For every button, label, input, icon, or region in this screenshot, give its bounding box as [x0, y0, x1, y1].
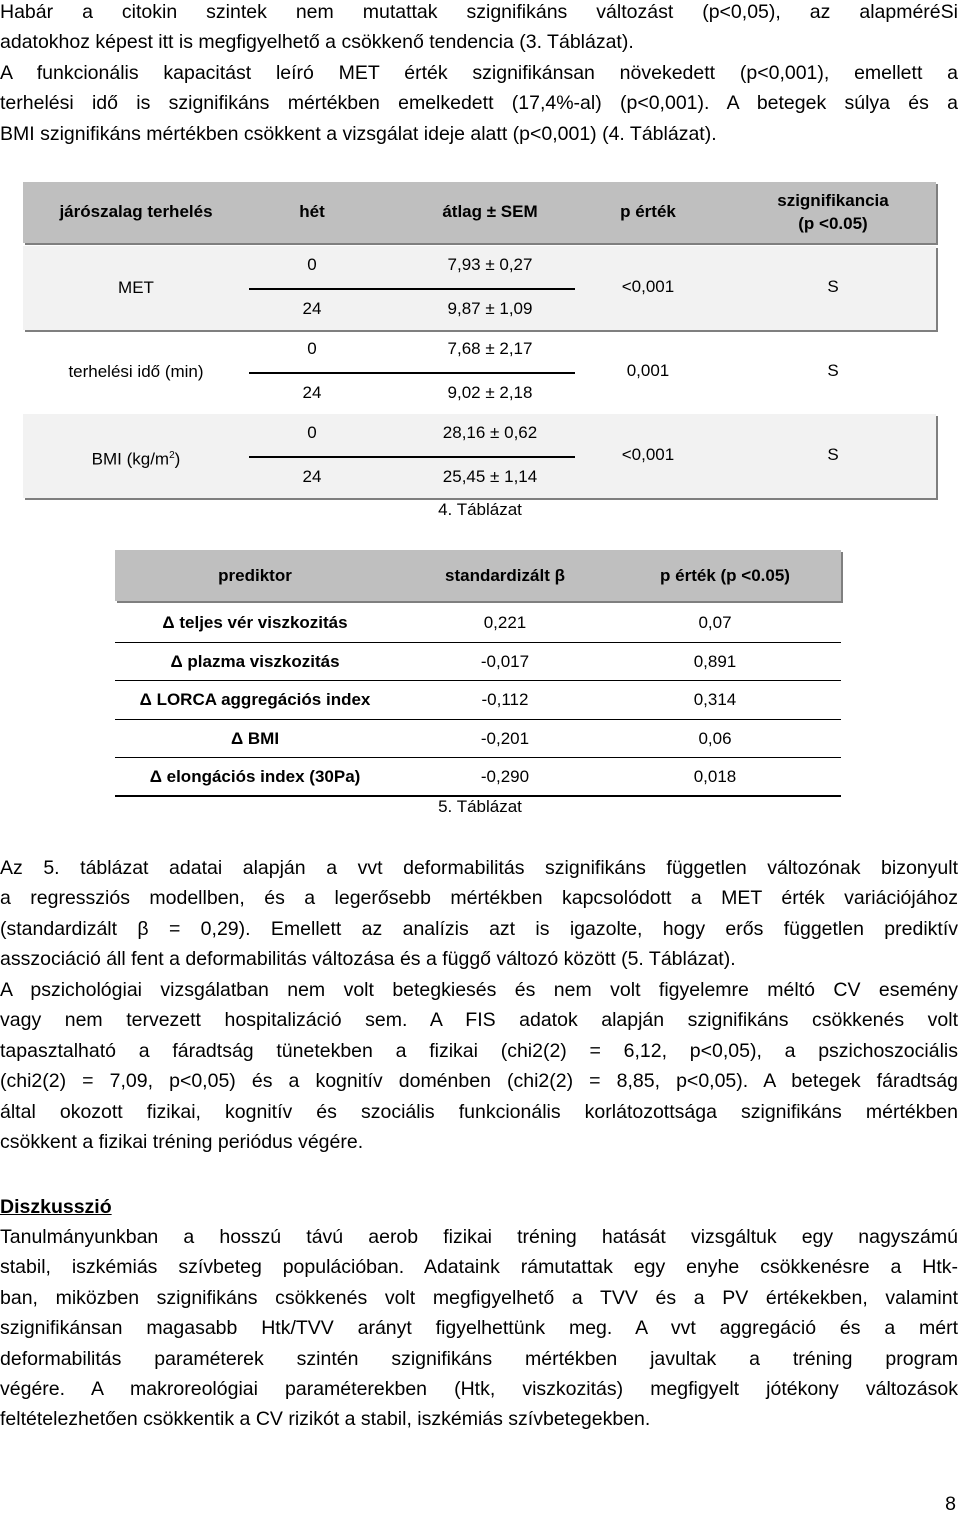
- text-line: Tanulmányunkban a hosszú távú aerob fizikai tréning hatását vizsgáltuk egy nagyszámú: [0, 1226, 958, 1248]
- row-beta: -0,112: [481, 690, 529, 709]
- row-p-value: <0,001: [621, 277, 675, 296]
- row-week-end: 24: [302, 383, 322, 402]
- row-param-close: ): [174, 449, 181, 469]
- row-beta: -0,201: [480, 728, 530, 748]
- row-mean-end: 9,87 ± 1,09: [447, 299, 533, 318]
- psychology-paragraph: [0, 975, 958, 1157]
- text-line: BMI szignifikáns mértékben csökkent a vizsgálat ideje alatt (p<0,001) (4. Táblázat).: [0, 122, 717, 145]
- row-p-value: 0,314: [693, 690, 737, 709]
- header-beta: standardizált β: [445, 566, 565, 585]
- row-predictor: Δ plazma viszkozitás: [170, 651, 340, 671]
- row-param: [23, 414, 249, 498]
- table-row: [115, 758, 841, 797]
- discussion-paragraph: [0, 1222, 958, 1435]
- row-beta: -0,017: [480, 651, 530, 671]
- table-row: [23, 414, 936, 498]
- header-p-value: p érték: [620, 202, 676, 221]
- table-row: [115, 604, 841, 643]
- header-p-value: p érték (p <0.05): [660, 566, 790, 585]
- row-param-unit: (kg/m: [121, 449, 170, 469]
- row-beta: -0,290: [480, 767, 530, 786]
- table-row: [23, 246, 936, 330]
- row-param-label: MET: [118, 278, 154, 297]
- text-line: A funkcionális kapacitást leíró MET érték szignifikánsan növekedett (p<0,001), emellett a: [0, 61, 958, 84]
- row-divider: [249, 456, 575, 458]
- row-p-value: 0,07: [698, 613, 732, 632]
- text-line: stabil, iszkémiás szívbeteg populációban. Adataink rámutattak egy enyhe csökkenésre a Htk-: [0, 1256, 958, 1279]
- table-row: [115, 643, 841, 682]
- row-param: [23, 246, 249, 330]
- row-mean-start: 28,16 ± 0,62: [442, 423, 538, 442]
- text-line: szignifikánsan magasabb Htk/TVV arányt figyelhettünk meg. A vvt aggregáció és a mért: [0, 1317, 958, 1340]
- row-mean-end: 9,02 ± 2,18: [447, 383, 533, 402]
- text-line: (standardizált β = 0,29). Emellett az analízis azt is igazolte, hogy erős független prediktív: [0, 917, 958, 940]
- row-param-label: terhelési idő: [68, 362, 161, 381]
- text-line: deformabilitás paraméterek szintén szignifikáns mértékben javultak a tréning program: [0, 1347, 958, 1370]
- row-param-unit: (min): [160, 362, 204, 381]
- text-line: tapasztalható a fáradtság tünetekben a fizikai (chi2(2) = 6,12, p<0,05), a pszichoszociális: [0, 1039, 958, 1062]
- row-week-end: 24: [302, 299, 322, 318]
- text-line: vagy nem tervezett hospitalizáció sem. A FIS adatok alapján szignifikáns csökkenés volt: [0, 1009, 958, 1032]
- row-week-end: 24: [302, 467, 322, 486]
- header-param: járószalag terhelés: [59, 202, 213, 221]
- row-week-start: 0: [307, 423, 317, 442]
- row-p-value: 0,06: [698, 728, 732, 748]
- table-row: [115, 720, 841, 759]
- row-divider: [249, 372, 575, 374]
- text-line: adatokhoz képest itt is megfigyelhető a csökkenő tendencia (3. Táblázat).: [0, 31, 634, 54]
- row-significance: S: [827, 445, 839, 464]
- row-significance: S: [827, 277, 839, 296]
- row-significance: S: [827, 361, 839, 380]
- row-predictor: Δ elongációs index (30Pa): [149, 767, 361, 786]
- row-predictor: Δ BMI: [230, 728, 280, 748]
- table-row: [115, 681, 841, 720]
- discussion-heading: Diszkusszió: [0, 1196, 112, 1218]
- table-4-header: [23, 182, 936, 243]
- header-predictor: prediktor: [218, 566, 292, 585]
- row-param-label: BMI: [91, 449, 122, 469]
- row-predictor: Δ teljes vér viszkozitás: [162, 613, 348, 632]
- table-row: [23, 330, 936, 414]
- text-line: (chi2(2) = 7,09, p<0,05) és a kognitív doménben (chi2(2) = 8,85, p<0,05). A betegek fáradtság: [0, 1070, 958, 1093]
- row-p-value: <0,001: [621, 445, 675, 464]
- table-4-caption: 4. Táblázat: [438, 500, 522, 519]
- header-week: hét: [299, 202, 325, 221]
- row-week-start: 0: [307, 339, 317, 358]
- text-line: A pszichológiai vizsgálatban nem volt betegkiesés és nem volt figyelemre méltó CV esemény: [0, 979, 958, 1001]
- row-week-start: 0: [307, 255, 317, 274]
- text-line: ban, miközben szignifikáns csökkenés volt megfigyelhető a TVV és a PV értékekben, valamint: [0, 1286, 958, 1309]
- text-line: Az 5. táblázat adatai alapján a vvt deformabilitás szignifikáns független változónak bizonyult: [0, 857, 958, 879]
- table-5-caption: 5. Táblázat: [438, 797, 522, 816]
- row-beta: 0,221: [483, 613, 527, 632]
- row-mean-start: 7,68 ± 2,17: [447, 339, 533, 358]
- results-paragraph: [0, 853, 958, 975]
- header-significance-line2: (p <0.05): [798, 214, 868, 233]
- text-line: terhelési idő is szignifikáns mértékben emelkedett (17,4%-al) (p<0,001). A betegek súlya és a: [0, 92, 958, 115]
- row-divider: [249, 288, 575, 290]
- table-4: [23, 182, 936, 498]
- row-param-superscript: 2: [169, 450, 175, 461]
- text-line: Habár a citokin szintek nem mutattak szignifikáns változást (p<0,05), az alapméréSi: [0, 1, 958, 23]
- row-mean-start: 7,93 ± 0,27: [447, 255, 533, 274]
- text-line: végére. A makroreológiai paraméterekben (Htk, viszkozitás) megfigyelt jótékony változások: [0, 1378, 958, 1401]
- row-p-value: 0,891: [693, 651, 737, 671]
- row-p-value: 0,001: [626, 361, 670, 380]
- header-mean: átlag ± SEM: [442, 202, 538, 221]
- row-mean-end: 25,45 ± 1,14: [442, 467, 538, 486]
- header-significance: [743, 189, 923, 235]
- row-param: [23, 330, 249, 414]
- text-line: a regressziós modellben, és a legerősebb mértékben kapcsolódott a MET érték variációjához: [0, 887, 958, 910]
- row-predictor: Δ LORCA aggregációs index: [139, 690, 371, 709]
- table-5: [115, 550, 841, 797]
- table-5-header: [115, 550, 841, 601]
- page-number: 8: [945, 1493, 956, 1515]
- intro-paragraph: [0, 0, 958, 149]
- row-p-value: 0,018: [693, 767, 737, 786]
- text-line: feltételezhetően csökkentik a CV rizikót a stabil, iszkémiás szívbetegekben.: [0, 1408, 651, 1431]
- header-significance-line1: szignifikancia: [777, 191, 889, 210]
- text-line: csökkent a fizikai tréning periódus végére.: [0, 1131, 364, 1154]
- text-line: asszociáció áll fent a deformabilitás változása és a függő változó között (5. Táblázat).: [0, 948, 736, 971]
- text-line: által okozott fizikai, kognitív és szociális funkcionális korlátozottsága szignifikáns mértékben: [0, 1100, 958, 1123]
